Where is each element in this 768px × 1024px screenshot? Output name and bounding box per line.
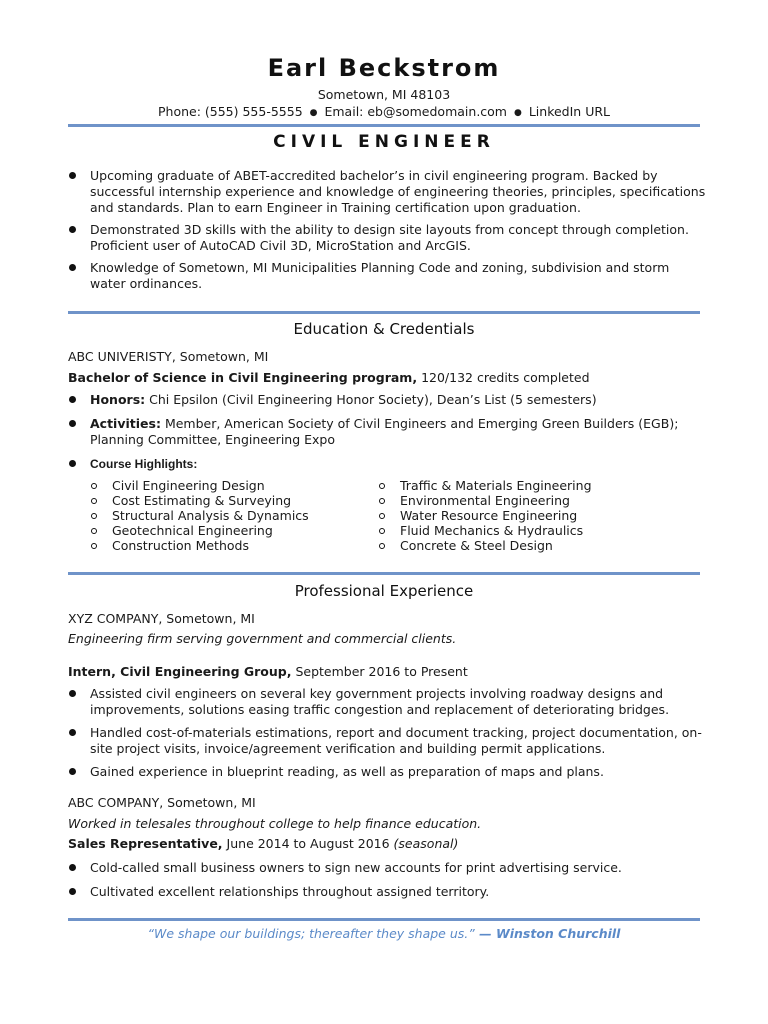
divider bbox=[68, 572, 700, 575]
contact-line bbox=[0, 104, 768, 119]
degree-line bbox=[68, 370, 590, 385]
list-item: Construction Methods bbox=[90, 538, 360, 553]
company-description: Worked in telesales throughout college to help finance education. bbox=[68, 816, 482, 831]
list-item: Concrete & Steel Design bbox=[378, 538, 678, 553]
list-item bbox=[68, 392, 708, 408]
activities-label: Activities: bbox=[90, 416, 161, 431]
list-item: Gained experience in blueprint reading, as well as preparation of maps and plans. bbox=[68, 764, 708, 780]
list-item: Demonstrated 3D skills with the ability to design site layouts from concept through completion. Proficient user of AutoCAD Civil 3D, MicroStation and ArcGIS. bbox=[68, 222, 708, 254]
section-heading-education: Education & Credentials bbox=[293, 320, 475, 338]
activities: Member, American Society of Civil Engineers and Emerging Green Builders (EGB); Planning Committee, Engineering Expo bbox=[90, 416, 679, 447]
company-description: Engineering firm serving government and commercial clients. bbox=[68, 631, 457, 646]
list-item bbox=[68, 456, 708, 472]
school: ABC UNIVERISTY, Sometown, MI bbox=[68, 349, 269, 364]
candidate-name: Earl Beckstrom bbox=[267, 54, 501, 82]
list-item: Cold-called small business owners to sign new accounts for print advertising service. bbox=[68, 860, 708, 876]
list-item: Cultivated excellent relationships throughout assigned territory. bbox=[68, 884, 708, 900]
quote bbox=[0, 926, 768, 941]
list-item: Upcoming graduate of ABET-accredited bachelor’s in civil engineering program. Backed by successful internship experience and knowledge of engineering theories, principles, specifications and standards. Plan to earn Engineer in Training certification upon graduation. bbox=[68, 168, 708, 216]
job1-bullets bbox=[68, 686, 708, 780]
degree: Bachelor of Science in Civil Engineering program, bbox=[68, 370, 418, 385]
quote-text: “We shape our buildings; thereafter they shape us.” bbox=[147, 926, 475, 941]
list-item: Environmental Engineering bbox=[378, 493, 678, 508]
list-item: Traffic & Materials Engineering bbox=[378, 478, 678, 493]
dates: September 2016 to Present bbox=[291, 664, 468, 679]
seasonal-note: (seasonal) bbox=[393, 836, 459, 851]
role: Sales Representative, bbox=[68, 836, 223, 851]
role-line bbox=[68, 836, 458, 851]
credits: 120/132 credits completed bbox=[417, 370, 590, 385]
list-item: Assisted civil engineers on several key government projects involving roadway designs and improvements, solutions easing traffic congestion and replacement of deteriorating bridges. bbox=[68, 686, 708, 718]
list-item: Knowledge of Sometown, MI Municipalities Planning Code and zoning, subdivision and storm water ordinances. bbox=[68, 260, 708, 292]
courses-right bbox=[378, 478, 678, 553]
education-list bbox=[68, 392, 708, 472]
section-heading-experience: Professional Experience bbox=[294, 582, 474, 600]
company: ABC COMPANY, Sometown, MI bbox=[68, 795, 256, 810]
separator-dot: ● bbox=[309, 108, 318, 118]
divider bbox=[68, 311, 700, 314]
list-item: Geotechnical Engineering bbox=[90, 523, 360, 538]
job-title: CIVIL ENGINEER bbox=[273, 132, 495, 152]
role-line bbox=[68, 664, 468, 679]
summary-list bbox=[68, 168, 708, 292]
courses-left bbox=[90, 478, 360, 553]
list-item bbox=[68, 416, 708, 448]
linkedin-link[interactable]: LinkedIn URL bbox=[528, 104, 610, 119]
list-item: Structural Analysis & Dynamics bbox=[90, 508, 360, 523]
honors-label: Honors: bbox=[90, 392, 146, 407]
list-item: Water Resource Engineering bbox=[378, 508, 678, 523]
honors: Chi Epsilon (Civil Engineering Honor Society), Dean’s List (5 semesters) bbox=[145, 392, 597, 407]
role: Intern, Civil Engineering Group, bbox=[68, 664, 292, 679]
email: Email: eb@somedomain.com bbox=[324, 104, 507, 119]
company: XYZ COMPANY, Sometown, MI bbox=[68, 611, 255, 626]
address: Sometown, MI 48103 bbox=[317, 87, 451, 102]
list-item: Handled cost-of-materials estimations, report and document tracking, project documentation, on-site project visits, invoice/agreement verification and building permit applications. bbox=[68, 725, 708, 757]
divider bbox=[68, 124, 700, 127]
list-item: Civil Engineering Design bbox=[90, 478, 360, 493]
list-item: Fluid Mechanics & Hydraulics bbox=[378, 523, 678, 538]
course-highlights-label: Course Highlights: bbox=[90, 457, 198, 471]
list-item: Cost Estimating & Surveying bbox=[90, 493, 360, 508]
phone: Phone: (555) 555-5555 bbox=[157, 104, 303, 119]
dates: June 2014 to August 2016 bbox=[222, 836, 394, 851]
quote-author: — Winston Churchill bbox=[474, 926, 621, 941]
job2-bullets bbox=[68, 860, 708, 900]
divider bbox=[68, 918, 700, 921]
separator-dot: ● bbox=[513, 108, 522, 118]
